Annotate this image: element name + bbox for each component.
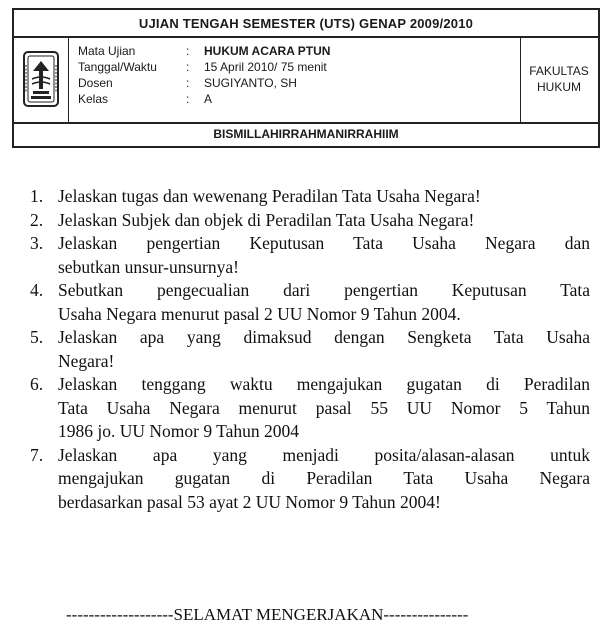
question-number: 4.	[30, 280, 44, 300]
question-text: Tata Usaha Negara menurut pasal 55 UU Nomor 5 Tahun	[58, 397, 590, 418]
bismillah-heading: BISMILLAHIRRAHMANIRRAHIIM	[213, 127, 399, 141]
info-colon: :	[186, 44, 190, 58]
exam-header	[12, 8, 600, 148]
question-number: 6.	[30, 374, 44, 394]
info-label: Mata Ujian	[78, 44, 136, 58]
question-item	[30, 373, 590, 444]
question-item	[30, 444, 590, 515]
question-text: Jelaskan apa yang menjadi posita/alasan-alasan untuk	[58, 444, 590, 465]
question-text: Jelaskan tenggang waktu mengajukan gugatan di Peradilan	[58, 374, 590, 394]
info-colon: :	[186, 76, 190, 90]
info-label: Tanggal/Waktu	[78, 60, 157, 74]
question-item	[30, 326, 590, 373]
question-item	[30, 185, 590, 209]
question-number: 1.	[30, 186, 44, 206]
question-text: Negara!	[58, 350, 115, 371]
question-text: Sebutkan pengecualian dari pengertian Keputusan Tata	[58, 280, 590, 300]
exam-details	[68, 36, 521, 122]
question-text: 1986 jo. UU Nomor 9 Tahun 2004	[58, 421, 300, 441]
question-number: 3.	[30, 233, 44, 253]
university-seal-icon	[21, 49, 61, 109]
info-colon: :	[186, 60, 190, 74]
question-number: 5.	[30, 327, 44, 347]
info-colon: :	[186, 92, 190, 106]
question-text: berdasarkan pasal 53 ayat 2 UU Nomor 9 Tahun 2004!	[58, 491, 441, 512]
closing-message: -------------------SELAMAT MENGERJAKAN---------------	[66, 605, 469, 624]
faculty-line: FAKULTAS	[529, 64, 589, 78]
question-text: sebutkan unsur-unsurnya!	[58, 256, 239, 277]
question-item	[30, 279, 590, 326]
exam-title: UJIAN TENGAH SEMESTER (UTS) GENAP 2009/2010	[14, 10, 598, 38]
question-text: mengajukan gugatan di Peradilan Tata Usaha Negara	[58, 468, 590, 488]
question-text: Jelaskan apa yang dimaksud dengan Sengketa Tata Usaha	[58, 327, 590, 347]
info-value: SUGIYANTO, SH	[204, 76, 297, 90]
question-text: Jelaskan Subjek dan objek di Peradilan Tata Usaha Negara!	[58, 209, 475, 230]
info-value: HUKUM ACARA PTUN	[204, 44, 331, 58]
faculty-name	[520, 36, 598, 122]
info-value: A	[204, 92, 213, 106]
question-number: 7.	[30, 444, 44, 465]
faculty-line: HUKUM	[537, 80, 581, 94]
question-list	[30, 185, 590, 514]
question-text: Usaha Negara menurut pasal 2 UU Nomor 9 Tahun 2004.	[58, 303, 461, 324]
question-number: 2.	[30, 209, 44, 230]
question-item	[30, 209, 590, 233]
question-text: Jelaskan tugas dan wewenang Peradilan Tata Usaha Negara!	[58, 186, 481, 206]
university-logo	[14, 36, 69, 122]
info-value: 15 April 2010/ 75 menit	[204, 60, 327, 74]
question-item	[30, 232, 590, 279]
question-text: Jelaskan pengertian Keputusan Tata Usaha Negara dan	[58, 233, 590, 253]
exam-info-block	[14, 36, 598, 124]
info-label: Dosen	[78, 76, 113, 90]
info-label: Kelas	[78, 92, 109, 106]
